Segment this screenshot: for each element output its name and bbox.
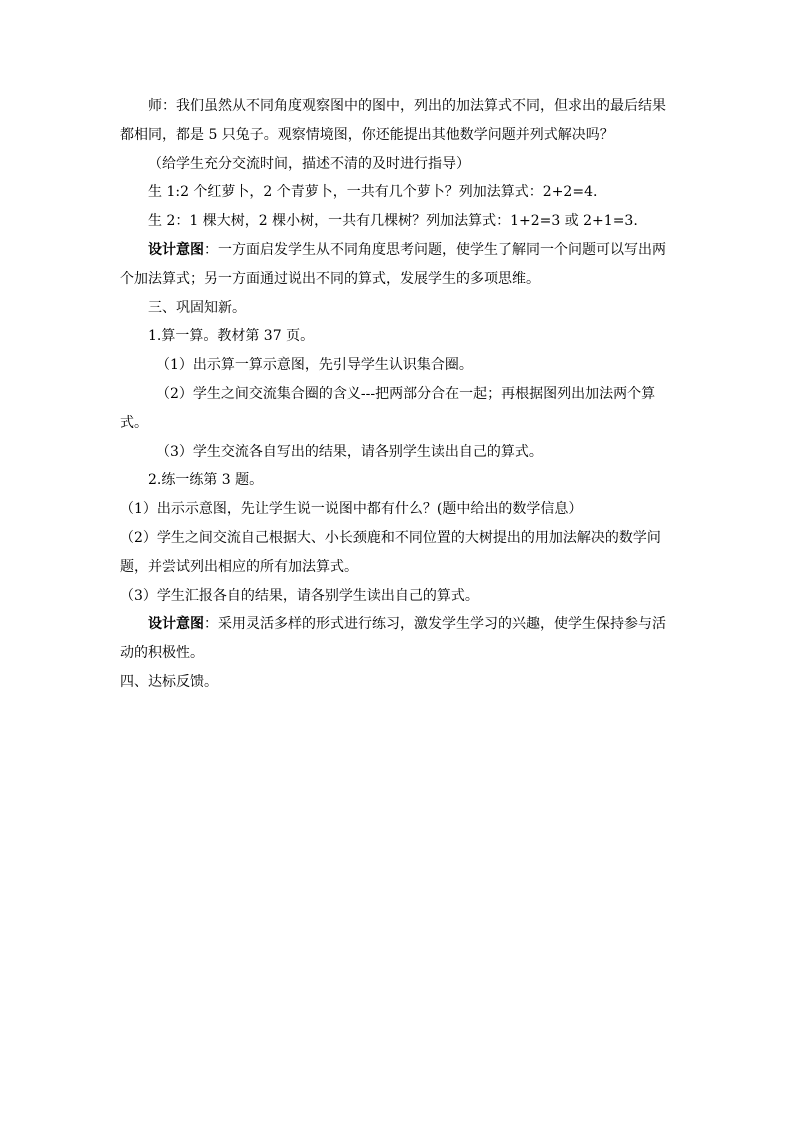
document-page (120, 92, 676, 697)
design-intent-label: 设计意图 (148, 241, 204, 258)
paragraph-practice-step-2: （2）学生之间交流自己根据大、小长颈鹿和不同位置的大树提出的用加法解决的数学问题，并尝试列出相应的所有加法算式。 (120, 529, 661, 575)
paragraph-practice-step-1: （1）出示示意图，先让学生说一说图中都有什么？(题中给出的数学信息） (120, 501, 583, 518)
paragraph-design-intent-2 (120, 610, 676, 668)
design-intent-text: ：一方面启发学生从不同角度思考问题，使学生了解同一个问题可以写出两个加法算式；另一方面通过说出不同的算式，发展学生的多项思维。 (120, 241, 666, 287)
paragraph-teacher-question: 师：我们虽然从不同角度观察图中的图中，列出的加法算式不同，但求出的最后结果都相同，都是 5 只兔子。观察情境图，你还能提出其他数学问题并列式解决吗？ (120, 98, 666, 143)
section-heading-3: 三、巩固知新。 (148, 299, 246, 316)
design-intent-label: 设计意图 (148, 616, 204, 633)
paragraph-practice: 2.练一练第 3 题。 (148, 472, 264, 489)
paragraph-design-intent-1 (120, 236, 676, 294)
paragraph-practice-step-3: （3）学生汇报各自的结果，请各别学生读出自己的算式。 (120, 587, 479, 604)
paragraph-calc: 1.算一算。教材第 37 页。 (148, 328, 315, 345)
paragraph-student-2: 生 2：1 棵大树，2 棵小树，一共有几棵树？列加法算式：1+2=3 或 2+1=3. (148, 213, 638, 230)
design-intent-text: ：采用灵活多样的形式进行练习，激发学生学习的兴趣，使学生保持参与活动的积极性。 (120, 616, 666, 662)
paragraph-student-1: 生 1:2 个红萝卜，2 个青萝卜，一共有几个萝卜？列加法算式：2+2=4. (148, 184, 598, 201)
paragraph-note: （给学生充分交流时间，描述不清的及时进行指导） (148, 155, 470, 172)
section-heading-4: 四、达标反馈。 (120, 673, 218, 690)
paragraph-calc-step-3: （3）学生交流各自写出的结果，请各别学生读出自己的算式。 (156, 443, 543, 460)
paragraph-calc-step-1: （1）出示算一算示意图，先引导学生认识集合圈。 (156, 357, 473, 374)
paragraph-calc-step-2: （2）学生之间交流集合圈的含义---把两部分合在一起；再根据图列出加法两个算式。 (120, 385, 656, 431)
